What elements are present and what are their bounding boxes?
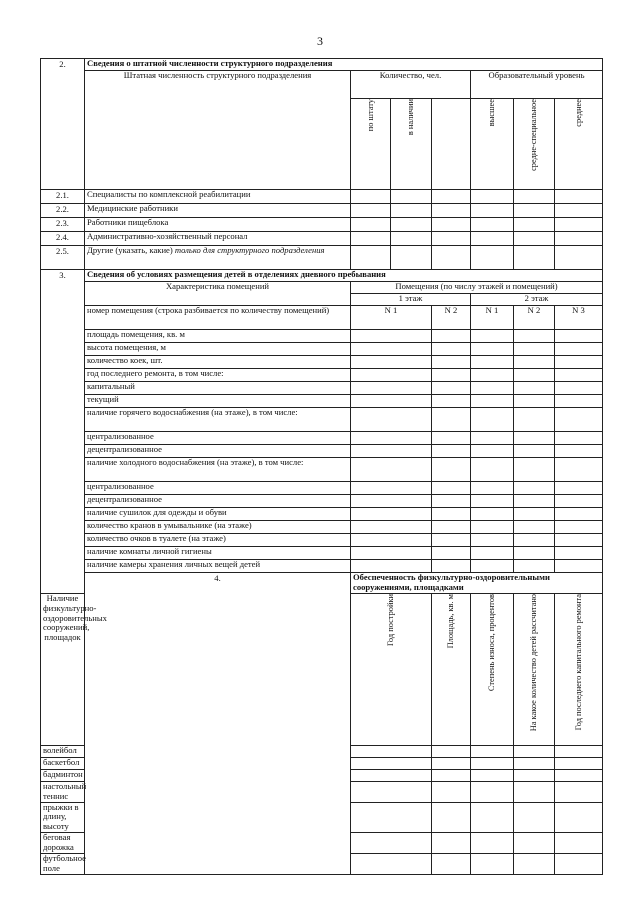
row-label: наличие камеры хранения личных вещей детей (85, 560, 351, 573)
table-row (41, 246, 603, 270)
table-row (41, 408, 603, 432)
s4-col-repair: Год последнего капитального ремонта (555, 593, 603, 745)
table-row (41, 495, 603, 508)
table-row (41, 482, 603, 495)
row-label: наличие холодного водоснабжения (на этаже), в том числе: (85, 458, 351, 482)
table-row (41, 445, 603, 458)
section-2-title: Сведения о штатной численности структурного подразделения (85, 59, 603, 71)
table-row (41, 395, 603, 408)
row-label: прыжки в длину, высоту (41, 802, 85, 833)
s2-col-staff: по штату (351, 99, 391, 190)
row-number: 2.1. (41, 190, 85, 204)
table-row (41, 204, 603, 218)
s2-col-actual: в наличии (391, 99, 432, 190)
page-number: 3 (317, 34, 323, 48)
registry-table (40, 58, 603, 875)
table-row (41, 534, 603, 547)
table-row (41, 232, 603, 246)
table-row (41, 369, 603, 382)
table-row (41, 190, 603, 204)
row-label: Другие (указать, какие) только для структурного подразделения (85, 246, 351, 270)
table-row (41, 306, 603, 330)
row-label: настольный теннис (41, 781, 85, 802)
row-number: 2.2. (41, 204, 85, 218)
row-number: 2.4. (41, 232, 85, 246)
row-label: год последнего ремонта, в том числе: (85, 369, 351, 382)
s2-col-blank (432, 99, 471, 190)
section-4-title: Обеспеченность физкультурно-оздоровительными сооружениями, площадками (351, 573, 603, 594)
row-label: наличие комнаты личной гигиены (85, 547, 351, 560)
table-row (41, 560, 603, 573)
row-label: площадь помещения, кв. м (85, 330, 351, 343)
table-row (41, 521, 603, 534)
section-3-number: 3. (41, 270, 85, 594)
room-n1-floor2: N 1 (471, 306, 514, 330)
room-n1-floor1: N 1 (351, 306, 432, 330)
table-row (41, 330, 603, 343)
s4-col-area: Площадь, кв. м (432, 593, 471, 745)
row-label: централизованное (85, 482, 351, 495)
row-label: Административно-хозяйственный персонал (85, 232, 351, 246)
row-label: бадминтон (41, 769, 85, 781)
section-4-number: 4. (85, 573, 351, 875)
s2-head-quantity: Количество, чел. (351, 71, 471, 99)
s4-head-facilities: Наличие физкультурно-оздоровительных сооружений, площадок (41, 593, 85, 745)
s2-head-staffing: Штатная численность структурного подразделения (85, 71, 351, 190)
row-label: футбольное поле (41, 853, 85, 874)
s4-col-wear: Степень износа, процентов (471, 593, 514, 745)
s4-col-children: На какое количество детей рассчитано (514, 593, 555, 745)
table-row (41, 432, 603, 445)
row-label: количество кранов в умывальнике (на этаже) (85, 521, 351, 534)
s2-col-higher: высшее (471, 99, 514, 190)
room-n2-floor2: N 2 (514, 306, 555, 330)
row-label: Специалисты по комплексной реабилитации (85, 190, 351, 204)
row-label: высота помещения, м (85, 343, 351, 356)
s3-head-rooms: Помещения (по числу этажей и помещений) (351, 282, 603, 294)
table-row (41, 458, 603, 482)
table-row (41, 547, 603, 560)
room-n3-floor2: N 3 (555, 306, 603, 330)
row-label: наличие горячего водоснабжения (на этаже), в том числе: (85, 408, 351, 432)
row-label: текущий (85, 395, 351, 408)
table-row (41, 508, 603, 521)
table-row (41, 356, 603, 369)
row-label: беговая дорожка (41, 833, 85, 854)
section-3-title: Сведения об условиях размещения детей в отделениях дневного пребывания (85, 270, 603, 282)
s2-col-special: средне-специальное (514, 99, 555, 190)
row-label: Медицинские работники (85, 204, 351, 218)
row-label: Работники пищеблока (85, 218, 351, 232)
table-row (41, 343, 603, 356)
s3-floor-2: 2 этаж (471, 294, 603, 306)
row-number: 2.5. (41, 246, 85, 270)
row-label: децентрализованное (85, 445, 351, 458)
s3-head-rooms-char: Характеристика помещений (85, 282, 351, 306)
s3-floor-1: 1 этаж (351, 294, 471, 306)
row-label: количество коек, шт. (85, 356, 351, 369)
row-label: капитальный (85, 382, 351, 395)
room-n2-floor1: N 2 (432, 306, 471, 330)
row-label: баскетбол (41, 757, 85, 769)
row-label: наличие сушилок для одежды и обуви (85, 508, 351, 521)
row-label: номер помещения (строка разбивается по количеству помещений) (85, 306, 351, 330)
table-row (41, 382, 603, 395)
row-label: централизованное (85, 432, 351, 445)
row-label: децентрализованное (85, 495, 351, 508)
row-label: волейбол (41, 745, 85, 757)
s2-col-secondary: среднее (555, 99, 603, 190)
s2-head-education: Образовательный уровень (471, 71, 603, 99)
table-row (41, 218, 603, 232)
s4-col-year: Год постройки (351, 593, 432, 745)
row-label: количество очков в туалете (на этаже) (85, 534, 351, 547)
row-number: 2.3. (41, 218, 85, 232)
section-2-number: 2. (41, 59, 85, 190)
